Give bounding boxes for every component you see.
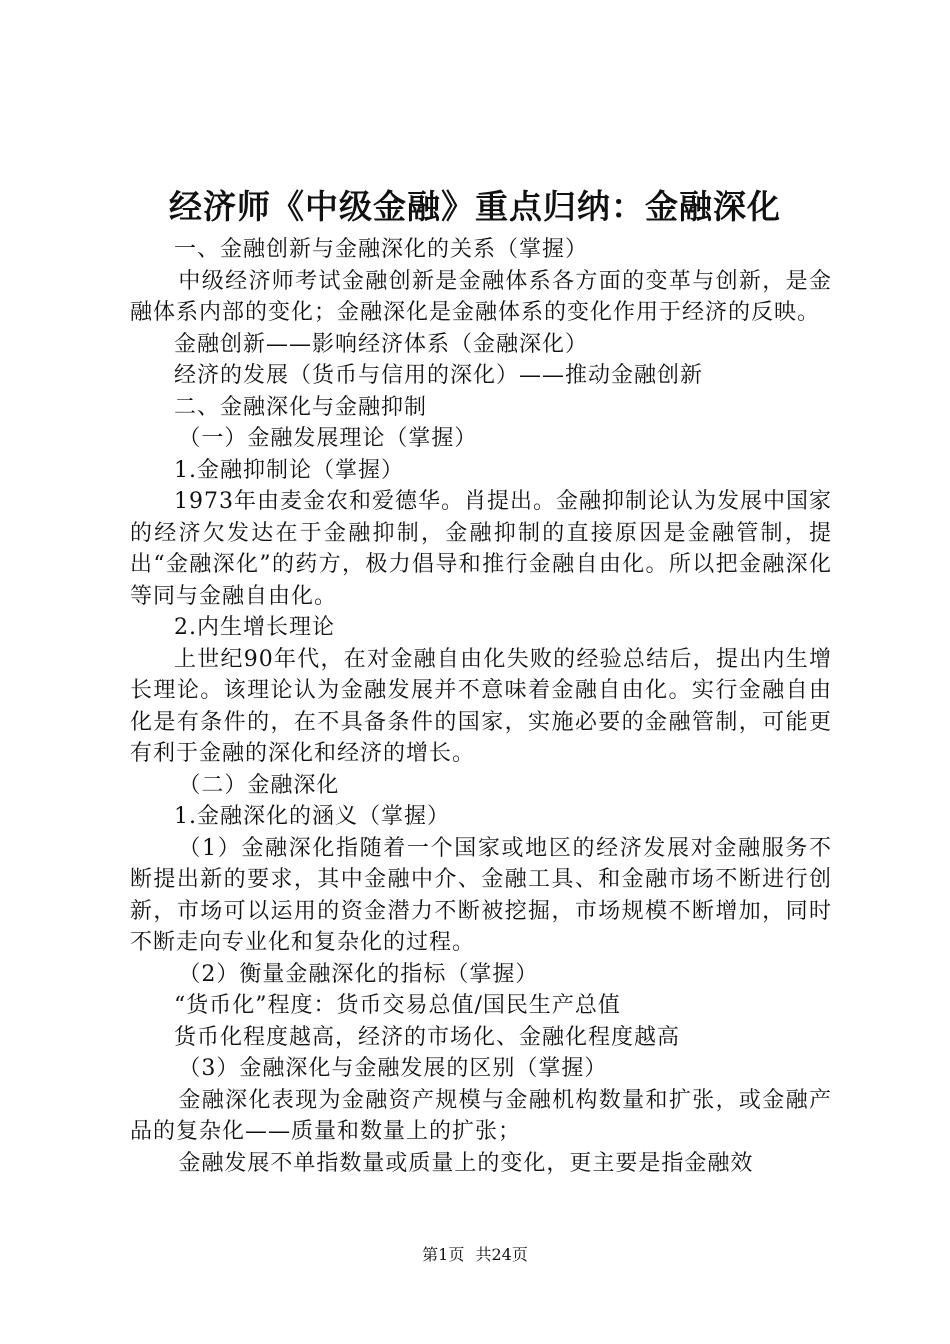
- item-heading: 1.金融深化的涵义（掌握）: [174, 804, 450, 829]
- paragraph: 1973年由麦金农和爱德华。肖提出。金融抑制论认为发展中国家的经济欠发达在于金融抑制，金融抑制的直接原因是金融管制，提出“金融深化”的药方，极力倡导和推行金融自由化。所以把金融深化等同与金融自由化。: [130, 489, 832, 609]
- paragraph: 金融创新——影响经济体系（金融深化）: [174, 331, 589, 357]
- item-heading: （2）衡量金融深化的指标（掌握）: [178, 961, 539, 987]
- paragraph: 中级经济师考试金融创新是金融体系各方面的变革与创新，是金融体系内部的变化；金融深化是金融体系的变化作用于经济的反映。: [130, 268, 832, 325]
- subsection-heading: （二）金融深化: [178, 772, 340, 798]
- section-heading: 二、金融深化与金融抑制: [174, 394, 428, 420]
- paragraph: “货币化”程度：货币交易总值/国民生产总值: [174, 993, 621, 1018]
- paragraph: 经济的发展（货币与信用的深化）——推动金融创新: [174, 363, 704, 388]
- section-heading: 一、金融创新与金融深化的关系（掌握）: [174, 237, 589, 262]
- item-heading: 1.金融抑制论（掌握）: [174, 457, 404, 483]
- document-title: 经济师《中级金融》重点归纳：金融深化: [169, 187, 781, 226]
- item-heading: 2.内生增长理论: [174, 615, 335, 640]
- page-footer: [0, 1244, 950, 1266]
- paragraph: 上世纪90年代，在对金融自由化失败的经验总结后，提出内生增长理论。该理论认为金融发展并不意味着金融自由化。实行金融自由化是有条件的，在不具备条件的国家，实施必要的金融管制，可能更有利于金融的深化和经济的增长。: [130, 646, 832, 766]
- paragraph: 货币化程度越高，经济的市场化、金融化程度越高: [174, 1024, 681, 1050]
- subsection-heading: （一）金融发展理论（掌握）: [178, 426, 478, 451]
- page-total: 共24页: [475, 1245, 528, 1264]
- document-body: [130, 234, 832, 1179]
- paragraph: 金融发展不单指数量或质量上的变化，更主要是指金融效: [178, 1150, 754, 1176]
- paragraph: （1）金融深化指随着一个国家或地区的经济发展对金融服务不断提出新的要求，其中金融中介、金融工具、和金融市场不断进行创新，市场可以运用的资金潜力不断被挖掘，市场规模不断增加，同时不断走向专业化和复杂化的过程。: [130, 835, 832, 955]
- page-number: 第1页: [422, 1245, 465, 1264]
- item-heading: （3）金融深化与金融发展的区别（掌握）: [178, 1056, 608, 1081]
- paragraph: 金融深化表现为金融资产规模与金融机构数量和扩张，或金融产品的复杂化——质量和数量上的扩张；: [130, 1087, 832, 1144]
